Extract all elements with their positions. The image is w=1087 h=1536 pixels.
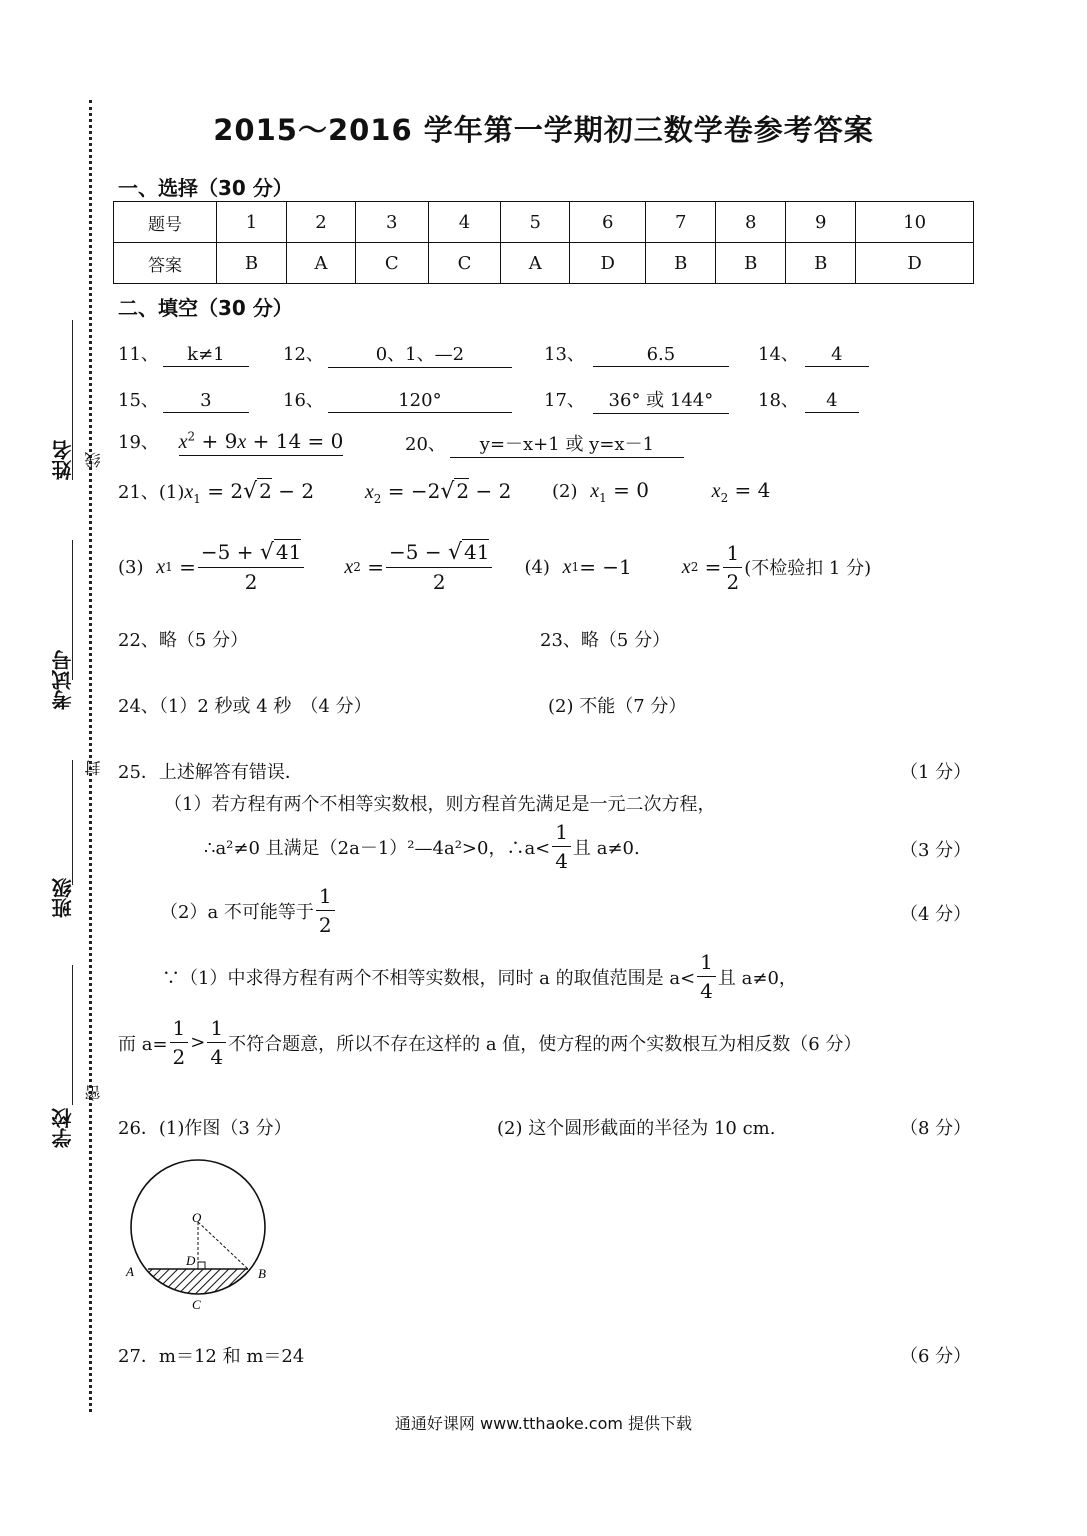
q26-score: （8 分）	[900, 1118, 972, 1139]
q21-part3: (3) x 1 = $\frac{-5 + √ 41}{2}$ x 2 = $\frac{-5 - √ 41}{2}$ (4) x 1 = −1 x 2 = $\frac{1}{2}$ (不检验扣 1 分)	[118, 540, 872, 594]
label-d: D	[186, 1253, 196, 1268]
table-cell: 9	[786, 202, 856, 243]
q27-score: （6 分）	[900, 1346, 972, 1367]
fill-row-1	[118, 340, 249, 367]
answer-12: 0、1、—2	[328, 340, 512, 368]
table-cell: 6	[570, 202, 646, 243]
table-cell: D	[570, 243, 646, 284]
q25-score-4: （4 分）	[900, 904, 972, 925]
table-cell: 3	[355, 202, 428, 243]
table-row-label: 答案	[114, 243, 217, 284]
q25-line5-text: 而 a=	[118, 1033, 168, 1055]
q25-line2: ∴a²≠0 且满足（2a－1）²—4a²>0，∴a< $\frac{1}{4}$ 且 a≠0.	[204, 820, 640, 873]
q24-part1: 24、（1）2 秒或 4 秒 （4 分）	[118, 696, 372, 717]
section-fill-heading: 二、填空（30 分）	[118, 296, 293, 320]
q21-part1: 21、$(1)x_1 = 2√$ 2 − 2 $x_2 = -2√$ 2 − 2	[118, 479, 512, 506]
fill-row-3-q20	[405, 430, 684, 458]
part-label: (4)	[524, 556, 550, 578]
question-number: 21、(1)	[118, 482, 185, 503]
question-number: 20、	[405, 434, 446, 455]
table-cell: C	[355, 243, 428, 284]
label-c: C	[192, 1297, 201, 1312]
question-number: 16、	[283, 390, 324, 411]
school-label: 学校	[51, 1108, 75, 1148]
q22: 22、略（5 分）	[118, 630, 249, 651]
question-number: 17、	[544, 390, 585, 411]
table-cell: 4	[428, 202, 501, 243]
table-cell: 8	[716, 202, 786, 243]
q23: 23、略（5 分）	[540, 630, 671, 651]
circle-diagram	[118, 1150, 278, 1320]
answer-table	[113, 201, 974, 284]
table-row-label: 题号	[114, 202, 217, 243]
q25-score-1: （1 分）	[900, 762, 972, 783]
q25-line4: ∵（1）中求得方程有两个不相等实数根，同时 a 的取值范围是 a< $\frac{1}{4}$ 且 a≠0，	[162, 950, 797, 1003]
question-number: 14、	[758, 344, 799, 365]
question-number: 19、	[118, 432, 159, 453]
class-blank-line	[72, 760, 73, 885]
fill-row-1-q13	[544, 340, 729, 367]
binding-dotted-line	[89, 100, 92, 1412]
q27: 27．m＝12 和 m＝24	[118, 1346, 305, 1367]
answer-20: y=－x+1 或 y=x－1	[450, 430, 684, 458]
answer-19-equation: $x^2 + 9x + 14 = 0$	[179, 429, 343, 456]
seal-mark-xian: 线	[84, 452, 103, 468]
q24-part2: (2) 不能（7 分）	[548, 696, 687, 717]
label-b: B	[258, 1266, 266, 1281]
table-cell: B	[716, 243, 786, 284]
footer-source: 通通好课网 www.tthaoke.com 提供下载	[394, 1414, 693, 1433]
q25-line3: （2）a 不可能等于 $\frac{1}{2}$	[160, 884, 337, 937]
q25-line4-text: ∵（1）中求得方程有两个不相等实数根，同时 a 的取值范围是 a<	[162, 967, 696, 989]
class-label: 班级	[51, 878, 75, 918]
table-cell: B	[217, 243, 287, 284]
answer-18: 4	[805, 390, 859, 413]
school-blank-line	[72, 965, 73, 1105]
table-cell: C	[428, 243, 501, 284]
question-number: 13、	[544, 344, 585, 365]
part-label: (2)	[552, 481, 578, 502]
fill-row-2-q17	[544, 386, 729, 414]
table-cell: 10	[856, 202, 974, 243]
seal-mark-mi: 密	[84, 1085, 103, 1101]
q25-line2-text: ∴a²≠0 且满足（2a－1）²—4a²>0，∴a<	[204, 837, 551, 859]
fill-row-2-q16	[283, 386, 512, 413]
section-choice-heading: 一、选择（30 分）	[118, 176, 293, 200]
q26-part2: (2) 这个圆形截面的半径为 10 cm.	[497, 1118, 776, 1139]
page-title: 2015～2016 学年第一学期初三数学卷参考答案	[213, 113, 874, 147]
q26-part1: 26．(1)作图（3 分）	[118, 1118, 292, 1139]
q25-head: 25．上述解答有错误．	[118, 762, 303, 783]
right-angle-mark	[198, 1262, 205, 1269]
label-a: A	[126, 1264, 134, 1279]
part-label: (3)	[118, 556, 144, 578]
table-cell: 2	[287, 202, 356, 243]
q25-line2-tail: 且 a≠0.	[573, 837, 640, 859]
table-cell: A	[287, 243, 356, 284]
name-label: 姓名	[51, 440, 75, 480]
fill-row-3	[118, 428, 343, 456]
q25-line5-tail: 不符合题意，所以不存在这样的 a 值，使方程的两个实数根互为相反数（6 分）	[228, 1033, 862, 1055]
table-cell: 7	[646, 202, 716, 243]
question-number: 11、	[118, 344, 159, 365]
table-cell: 1	[217, 202, 287, 243]
answer-13: 6.5	[593, 344, 729, 367]
table-cell: A	[501, 243, 570, 284]
table-cell: B	[646, 243, 716, 284]
table-cell: B	[786, 243, 856, 284]
answer-17: 36° 或 144°	[593, 386, 729, 414]
fill-row-1-q14	[758, 340, 869, 367]
q25-line4-tail: 且 a≠0，	[717, 967, 797, 989]
answer-14: 4	[805, 344, 869, 367]
q25-line5: 而 a= $\frac{1}{2}$ > $\frac{1}{4}$ 不符合题意，所以不存在这样的 a 值，使方程的两个实数根互为相反数（6 分）	[118, 1016, 862, 1069]
exam-no-label: 考试号	[51, 650, 75, 710]
answer-15: 3	[163, 390, 249, 413]
question-number: 12、	[283, 344, 324, 365]
fill-row-2-q18	[758, 386, 859, 413]
question-number: 18、	[758, 390, 799, 411]
q25-line1: （1）若方程有两个不相等实数根，则方程首先满足是一元二次方程，	[164, 794, 716, 815]
answer-11: k≠1	[163, 344, 249, 367]
q25-score-3: （3 分）	[900, 840, 972, 861]
q25-line3-text: （2）a 不可能等于	[160, 901, 314, 923]
seal-mark-feng: 封	[84, 760, 103, 776]
fill-row-2	[118, 386, 249, 413]
question-number: 15、	[118, 390, 159, 411]
q21-part2: (2) $x_1 = 0$ $x_2 = 4$	[552, 478, 771, 505]
q21-note: (不检验扣 1 分)	[744, 558, 872, 579]
table-row-numbers	[114, 202, 974, 243]
label-o: O	[192, 1210, 202, 1225]
answer-16: 120°	[328, 390, 512, 413]
fill-row-1-q12	[283, 340, 512, 368]
table-cell: 5	[501, 202, 570, 243]
table-row-answers	[114, 243, 974, 284]
table-cell: D	[856, 243, 974, 284]
